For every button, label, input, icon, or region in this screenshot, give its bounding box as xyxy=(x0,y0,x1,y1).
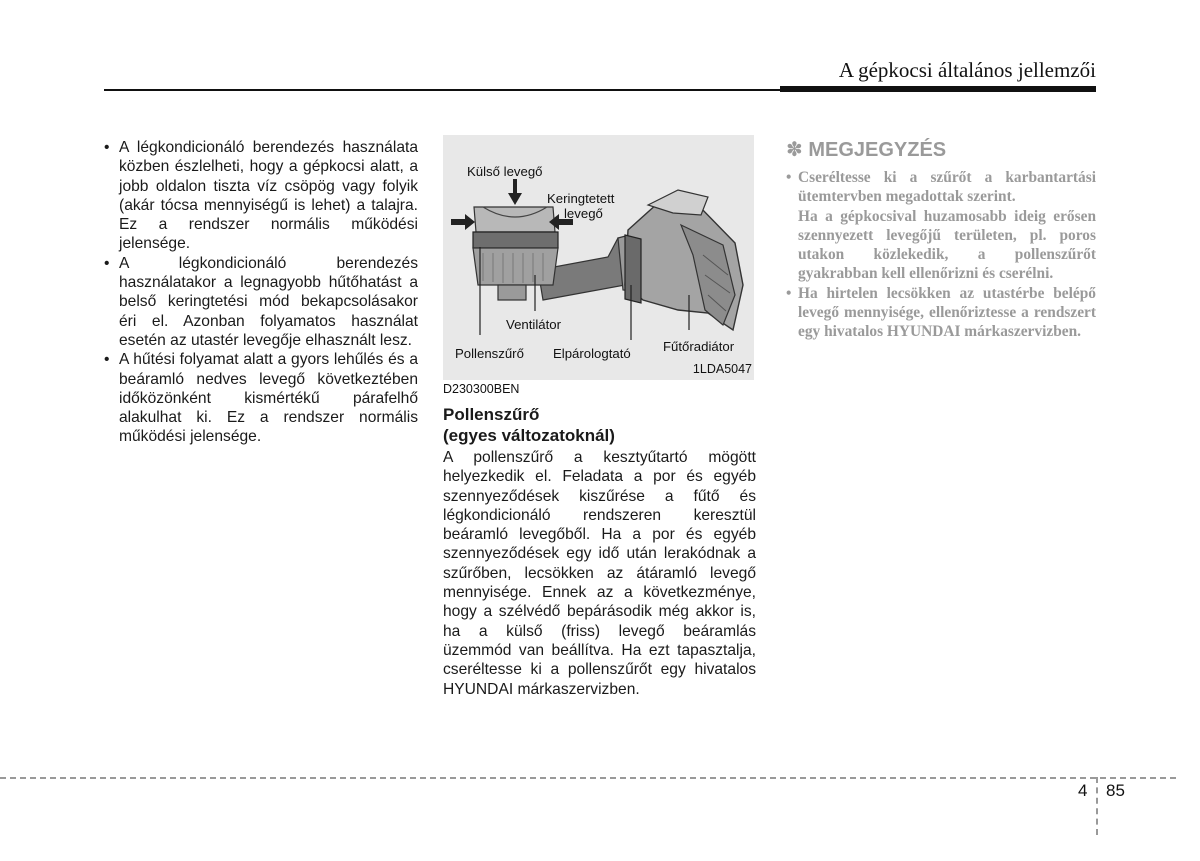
bullet-icon: • xyxy=(104,351,110,369)
label-evaporator: Elpárologtató xyxy=(553,346,631,361)
note-box xyxy=(786,138,1096,342)
section-body: A pollenszűrő a kesztyűtartó mögött helyezkedik el. Feladata a por és egyéb szennyeződések kiszűrése a fűtő és légkondicionáló rendszeren keresztül beáramló levegőből. Ha a por és egyéb szennyeződések egy idő után lerakódnak a szűrőben, lecsökken az átáramló levegő mennyisége. Ennek az a következménye, hogy a szélvédő bepárásodik még akkor is, ha a külső (friss) levegő beáramlás üzemmód van beállítva. Ha ezt tapasztalja, cseréltesse ki a pollenszűrőt egy hivatalos HYUNDAI márkaszervizben. xyxy=(443,449,756,698)
note-item: • Ha hirtelen lecsökken az utastérbe belépő levegő mennyisége, ellenőriztesse a rendszert egy hivatalos HYUNDAI márkaszervizben. xyxy=(786,284,1096,341)
label-heater-core: Fűtőradiátor xyxy=(663,339,735,354)
bullet-icon: • xyxy=(104,254,110,272)
left-column xyxy=(103,138,418,447)
asterisk-icon: ✽ xyxy=(786,139,803,161)
section-title xyxy=(443,404,758,446)
list-item: • A légkondicionáló berendezés használatakor a legnagyobb hűtőhatást a belső keringtetési mód bekapcsolásakor éri el. Azonban folyamatos használat esetén az utastér levegője elhasznált lesz. xyxy=(104,254,418,349)
chapter-number: 4 xyxy=(1078,781,1088,800)
list-item: • A hűtési folyamat alatt a gyors lehűlés és a beáramló nedves levegő következtében időközönként kismértékű párafelhő alakulhat ki. Ez a rendszer normális működési jelensége. xyxy=(104,351,418,446)
note-item: • Cseréltesse ki a szűrőt a karbantartási ütemtervben megadottak szerint. Ha a gépkocsival huzamosabb ideig erősen szennyezett levegőjű területen, pl. poros utakon közlekedik, a pollenszűrőt gyakrabban kell ellenőrizni és cserélni. xyxy=(786,169,1096,283)
label-blower: Ventilátor xyxy=(506,317,561,332)
hvac-diagram xyxy=(443,135,754,380)
section-title-line2: (egyes változatoknál) xyxy=(443,426,615,445)
footer-page-separator xyxy=(1096,777,1098,835)
note-heading-text: MEGJEGYZÉS xyxy=(808,139,947,161)
bullet-icon: • xyxy=(786,169,792,186)
note-heading xyxy=(786,138,1096,162)
label-recirculated-air-line2: levegő xyxy=(564,206,603,221)
footer-divider xyxy=(0,777,1176,779)
figure-image-code: 1LDA5047 xyxy=(692,362,752,376)
bullet-icon: • xyxy=(786,284,792,302)
label-recirculated-air-line1: Keringtetett xyxy=(547,191,615,206)
page-number: 85 xyxy=(1106,781,1125,800)
section-title-line1: Pollenszűrő xyxy=(443,405,540,424)
header-divider-accent xyxy=(780,86,1096,92)
section-code: D230300BEN xyxy=(443,382,520,396)
page-header-title: A gépkocsi általános jellemzői xyxy=(838,58,1096,82)
label-pollen-filter: Pollenszűrő xyxy=(455,346,524,361)
label-outside-air: Külső levegő xyxy=(467,164,543,179)
list-item: • A légkondicionáló berendezés használata közben észlelheti, hogy a gépkocsi alatt, a jobb oldalon tiszta víz csöpög vagy folyik (akár tócsa mennyiségű is lehet) a talajra. Ez a rendszer normális működési jelensége. xyxy=(104,139,418,253)
bullet-icon: • xyxy=(104,139,110,156)
